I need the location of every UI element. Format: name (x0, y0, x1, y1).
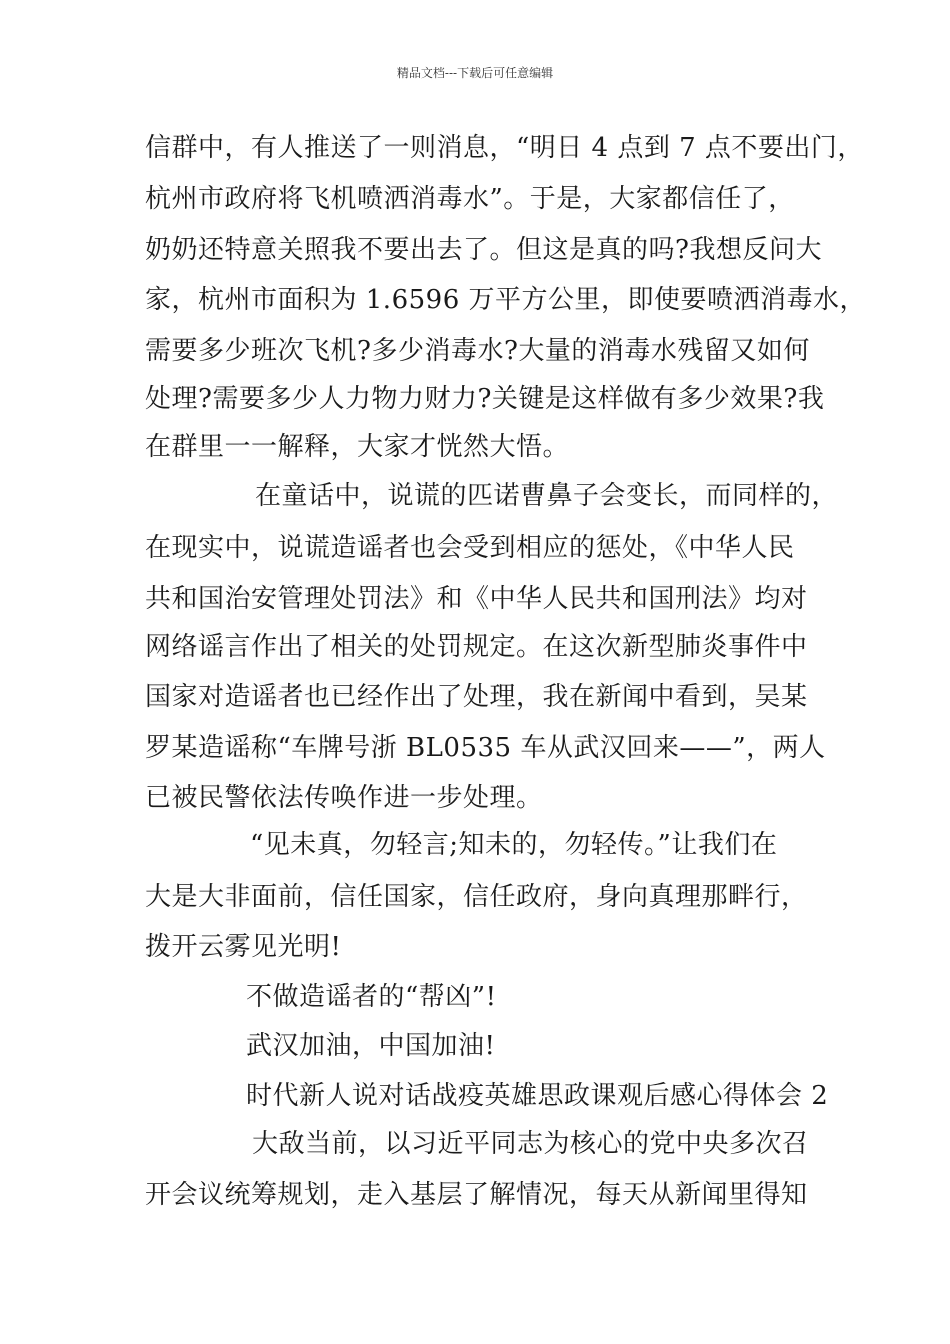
text-line: 在童话中，说谎的匹诺曹鼻子会变长，而同样的， (255, 481, 839, 511)
text-line: 拨开云雾见光明! (145, 932, 342, 962)
page-header: 精品文档---下载后可任意编辑 (396, 66, 554, 80)
text-line: 奶奶还特意关照我不要出去了。但这是真的吗?我想反问大 (145, 235, 822, 265)
text-line: 杭州市政府将飞机喷洒消毒水”。于是，大家都信任了， (145, 184, 795, 214)
text-line: 国家对造谣者也已经作出了处理，我在新闻中看到，吴某 (145, 682, 808, 712)
text-line: 开会议统筹规划，走入基层了解情况，每天从新闻里得知 (145, 1180, 808, 1210)
text-line: 罗某造谣称“车牌号浙 BL0535 车从武汉回来——”，两人 (145, 733, 826, 763)
text-line: 处理?需要多少人力物力财力?关键是这样做有多少效果?我 (145, 384, 825, 414)
text-line: 家，杭州市面积为 1.6596 万平方公里，即使要喷洒消毒水， (145, 285, 867, 315)
text-line: 需要多少班次飞机?多少消毒水?大量的消毒水残留又如何 (145, 336, 810, 366)
slogan-line: 武汉加油，中国加油! (246, 1031, 496, 1061)
slogan-line: 不做造谣者的“帮凶”! (246, 982, 497, 1012)
text-line: 大是大非面前，信任国家，信任政府，身向真理那畔行， (145, 882, 808, 912)
text-line: 已被民警依法传唤作进一步处理。 (145, 783, 543, 813)
text-line: 共和国治安管理处罚法》和《中华人民共和国刑法》均对 (145, 584, 808, 614)
section-title: 时代新人说对话战疫英雄思政课观后感心得体会 2 (246, 1081, 829, 1111)
text-line: 信群中，有人推送了一则消息，“明日 4 点到 7 点不要出门， (145, 133, 864, 163)
text-line: 网络谣言作出了相关的处罚规定。在这次新型肺炎事件中 (145, 632, 808, 662)
text-line: 在现实中，说谎造谣者也会受到相应的惩处，《中华人民 (145, 533, 795, 563)
text-line: “见未真，勿轻言;知未的，勿轻传。”让我们在 (250, 830, 778, 860)
text-line: 在群里一一解释，大家才恍然大悟。 (145, 432, 570, 462)
text-line: 大敌当前，以习近平同志为核心的党中央多次召 (252, 1129, 809, 1159)
